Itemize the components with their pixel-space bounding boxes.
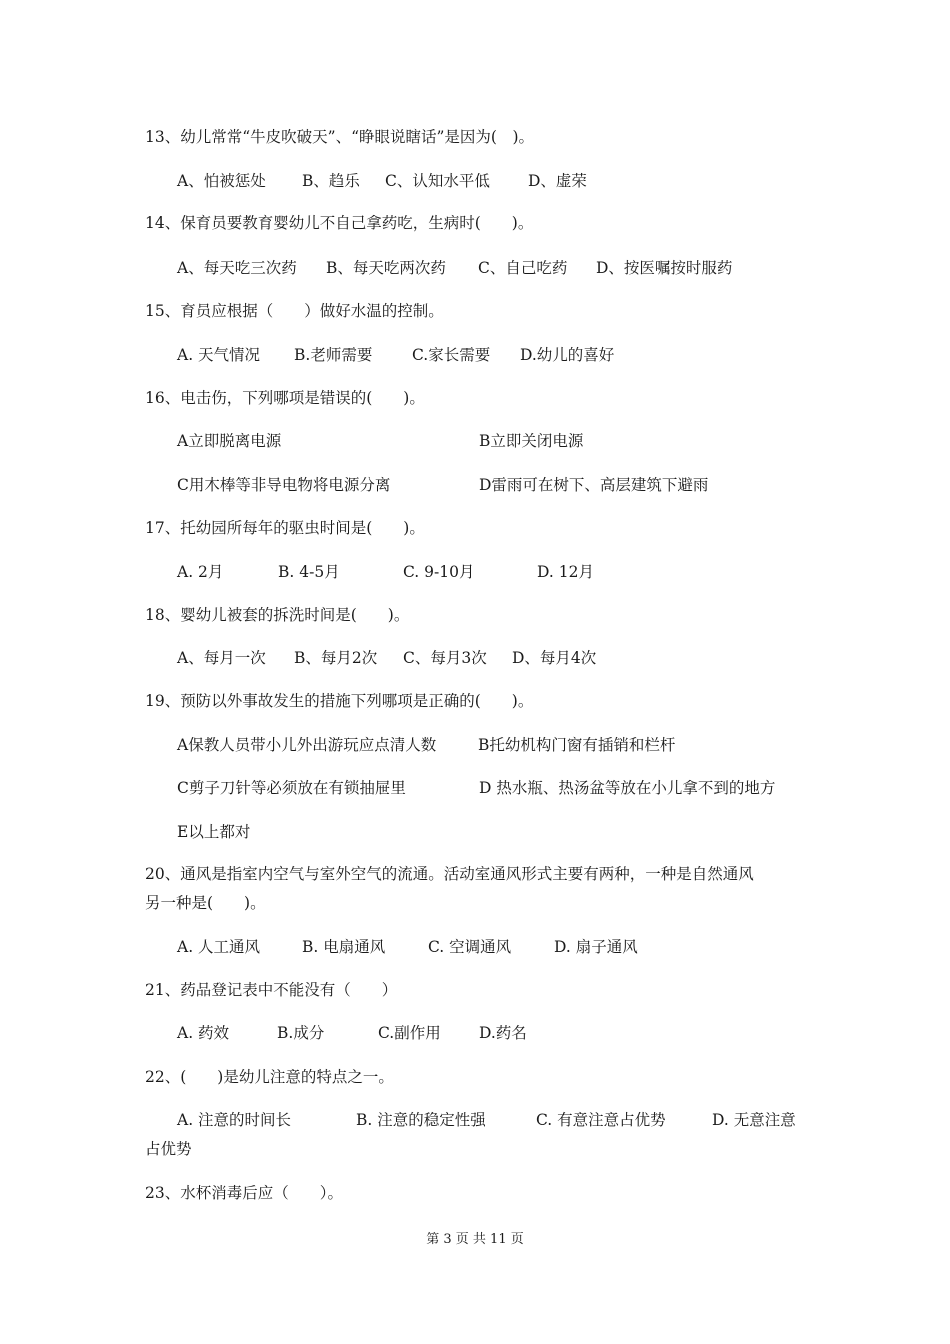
question-21: 21、药品登记表中不能没有（ ）	[145, 981, 398, 999]
question-19: 19、预防以外事故发生的措施下列哪项是正确的( )。	[145, 692, 534, 710]
question-17: 17、托幼园所每年的驱虫时间是( )。	[145, 519, 425, 537]
option: A、每天吃三次药	[177, 259, 297, 277]
option: A. 注意的时间长	[177, 1111, 292, 1129]
question-20-continued: 另一种是( )。	[145, 894, 266, 912]
option: D、按医嘱按时服药	[596, 259, 733, 277]
option: C、自己吃药	[478, 259, 568, 277]
option-continued: 占优势	[145, 1140, 192, 1158]
option: B、趋乐	[302, 172, 360, 190]
option: A、每月一次	[177, 649, 266, 667]
option: D.幼儿的喜好	[520, 346, 615, 364]
option: B.老师需要	[294, 346, 373, 364]
option: B立即关闭电源	[479, 432, 584, 450]
option: B. 电扇通风	[302, 938, 386, 956]
question-22: 22、( )是幼儿注意的特点之一。	[145, 1068, 394, 1086]
option: A保教人员带小儿外出游玩应点清人数	[177, 736, 437, 754]
option: A. 药效	[177, 1024, 230, 1042]
option: B、每月2次	[294, 649, 378, 667]
option: D. 扇子通风	[554, 938, 638, 956]
question-16: 16、电击伤，下列哪项是错误的( )。	[145, 389, 425, 407]
option: A. 天气情况	[177, 346, 261, 364]
option: C.副作用	[378, 1024, 441, 1042]
page-footer: 第 3 页 共 11 页	[426, 1232, 524, 1247]
option: C. 空调通风	[428, 938, 512, 956]
option: C、认知水平低	[385, 172, 490, 190]
option: A、怕被惩处	[177, 172, 266, 190]
option: B. 4-5月	[278, 563, 340, 581]
question-14: 14、保育员要教育婴幼儿不自己拿药吃，生病时( )。	[145, 214, 534, 232]
option: E以上都对	[177, 823, 251, 841]
option: D、每月4次	[512, 649, 597, 667]
question-20: 20、通风是指室内空气与室外空气的流通。活动室通风形式主要有两种，一种是自然通风	[145, 865, 754, 883]
question-13: 13、幼儿常常“牛皮吹破天”、“睁眼说瞎话”是因为( )。	[145, 128, 535, 146]
option: B托幼机构门窗有插销和栏杆	[478, 736, 676, 754]
option: B. 注意的稳定性强	[356, 1111, 486, 1129]
option: D. 12月	[537, 563, 594, 581]
option: C.家长需要	[412, 346, 491, 364]
option: D.药名	[479, 1024, 527, 1042]
option: D 热水瓶、热汤盆等放在小儿拿不到的地方	[479, 779, 776, 797]
option: A立即脱离电源	[177, 432, 282, 450]
option: D、虚荣	[528, 172, 587, 190]
question-18: 18、婴幼儿被套的拆洗时间是( )。	[145, 606, 410, 624]
option: C、每月3次	[403, 649, 487, 667]
question-23: 23、水杯消毒后应（ ）。	[145, 1184, 343, 1202]
option: D. 无意注意	[712, 1111, 796, 1129]
option: B.成分	[277, 1024, 325, 1042]
option: D雷雨可在树下、高层建筑下避雨	[479, 476, 709, 494]
option: A. 人工通风	[177, 938, 261, 956]
option: A. 2月	[177, 563, 224, 581]
option: C. 有意注意占优势	[536, 1111, 666, 1129]
option: C. 9-10月	[403, 563, 475, 581]
option: C用木棒等非导电物将电源分离	[177, 476, 391, 494]
option: C剪子刀针等必须放在有锁抽屉里	[177, 779, 406, 797]
question-15: 15、育员应根据（ ）做好水温的控制。	[145, 302, 444, 320]
option: B、每天吃两次药	[326, 259, 446, 277]
